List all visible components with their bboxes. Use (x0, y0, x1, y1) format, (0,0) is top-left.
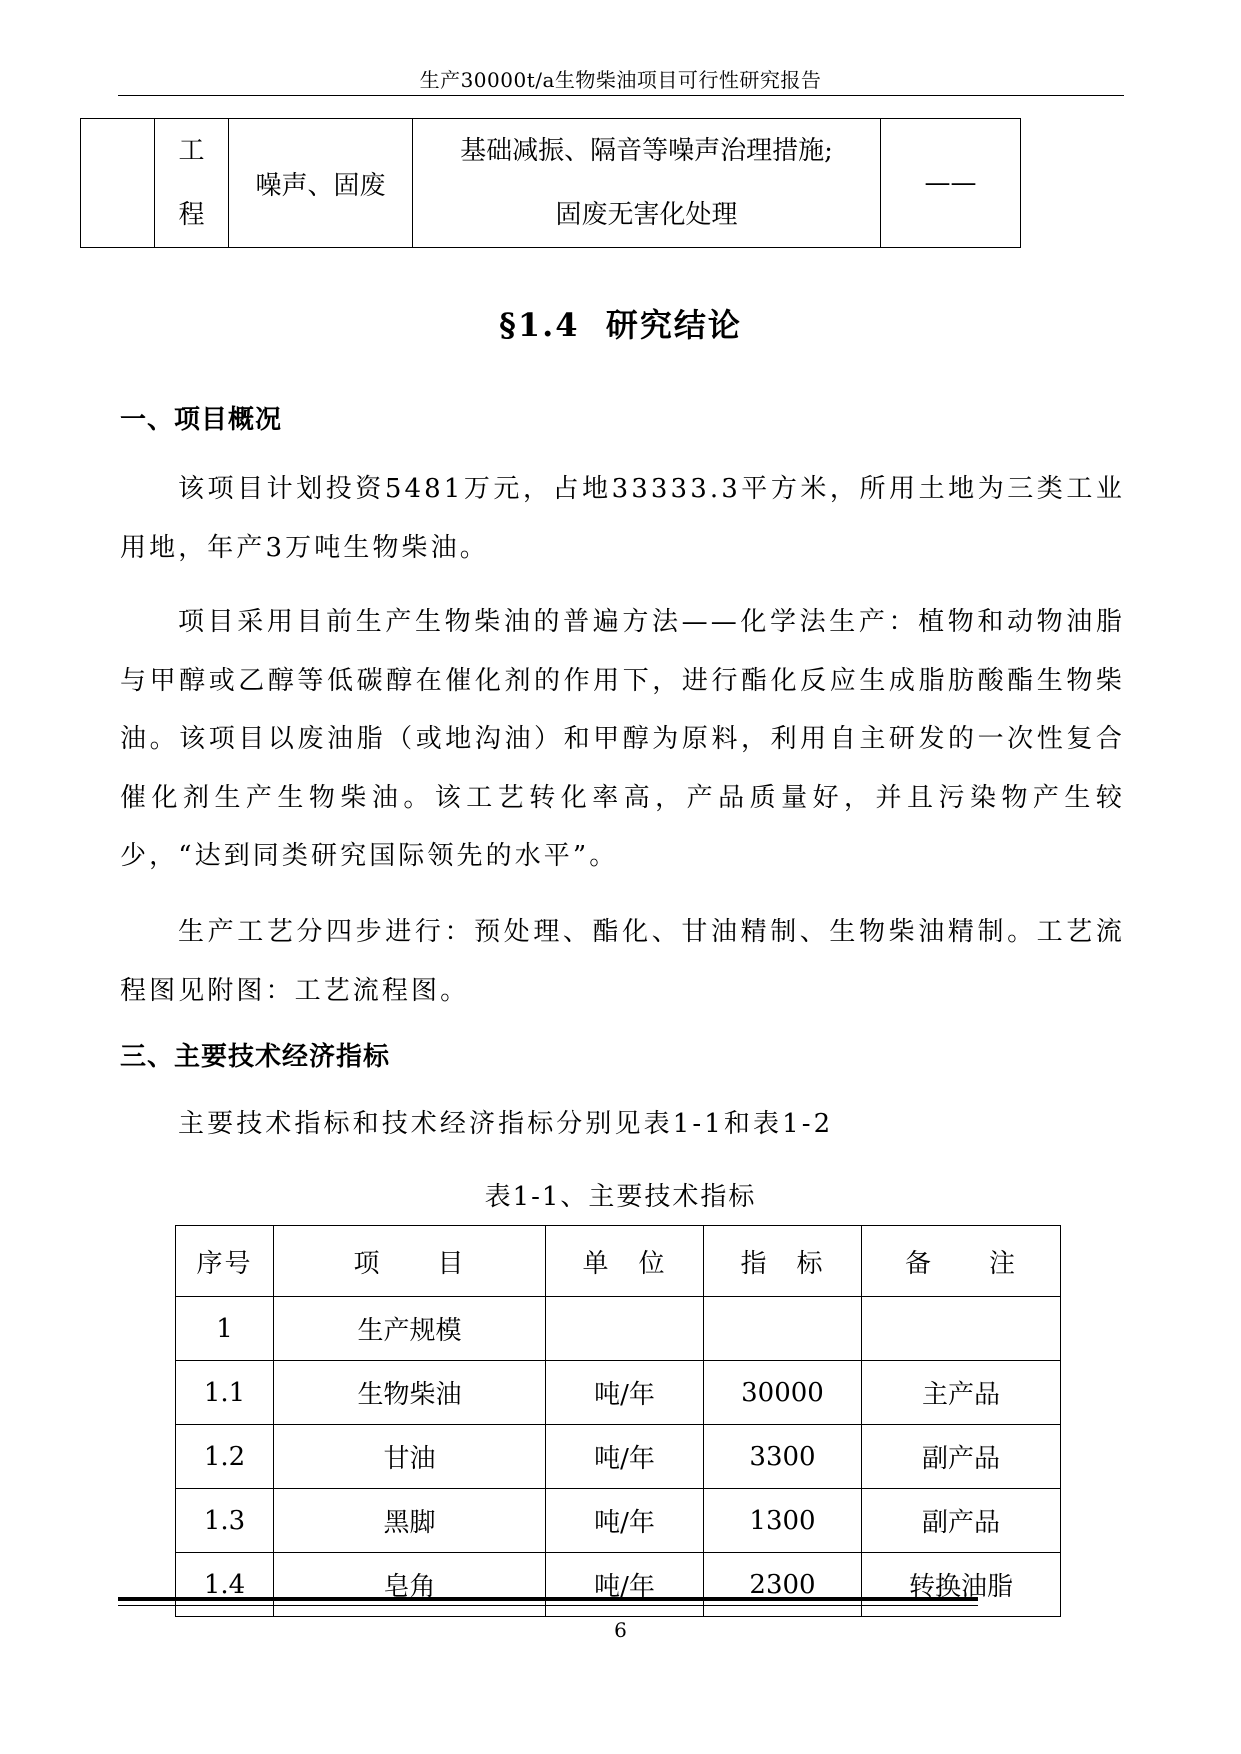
table-cell: 吨/年 (546, 1489, 704, 1553)
table-row (176, 1489, 1061, 1553)
column-header: 项 目 (274, 1226, 546, 1297)
table-cell: 1 (176, 1297, 274, 1361)
paragraph: 该项目计划投资5481万元，占地33333.3平方米，所用土地为三类工业用地，年产3万吨生物柴油。 (120, 474, 1125, 563)
table-cell: 黑脚 (274, 1489, 546, 1553)
heading-key-indicators: 三、主要技术经济指标 (120, 1042, 391, 1072)
table-header-row (176, 1226, 1061, 1297)
table-cell: 30000 (704, 1361, 862, 1425)
table-cell (413, 119, 881, 248)
table-cell: 2300 (704, 1553, 862, 1617)
paragraph: 主要技术指标和技术经济指标分别见表1-1和表1-2 (178, 1109, 834, 1139)
paragraph: 项目采用目前生产生物柴油的普遍方法——化学法生产：植物和动物油脂与甲醇或乙醇等低碳醇在催化剂的作用下，进行酯化反应生成脂肪酸酯生物柴油。该项目以废油脂（或地沟油）和甲醇为原料，利用自主研发的一次性复合催化剂生产生物柴油。该工艺转化率高，产品质量好，并且污染物产生较少，“达到同类研究国际领先的水平”。 (120, 607, 1125, 871)
table-cell (862, 1297, 1061, 1361)
table-cell: 甘油 (274, 1425, 546, 1489)
table-row (176, 1361, 1061, 1425)
category-label: 工 程 (178, 136, 205, 230)
table-cell (155, 119, 229, 248)
column-header: 指 标 (704, 1226, 862, 1297)
table-cell: 1.2 (176, 1425, 274, 1489)
heading-project-overview: 一、项目概况 (120, 405, 283, 435)
footer-rule-thick (118, 1597, 978, 1601)
table-row (176, 1553, 1061, 1617)
table-cell: 主产品 (862, 1361, 1061, 1425)
table-cell: 吨/年 (546, 1361, 704, 1425)
table-cell: 副产品 (862, 1489, 1061, 1553)
table-row (176, 1297, 1061, 1361)
table-cell: 吨/年 (546, 1553, 704, 1617)
document-header-title: 生产30000t/a生物柴油项目可行性研究报告 (419, 68, 822, 92)
table-cell: 1300 (704, 1489, 862, 1553)
page-number: 6 (614, 1618, 627, 1642)
table-cell: 3300 (704, 1425, 862, 1489)
section-title: §1.4 研究结论 (499, 306, 742, 344)
table-cell: 皂角 (274, 1553, 546, 1617)
table-cell: 1.4 (176, 1553, 274, 1617)
table-cell: 转换油脂 (862, 1553, 1061, 1617)
table-cell: 1.1 (176, 1361, 274, 1425)
table-cell (546, 1297, 704, 1361)
table-cell: 噪声、固废 (229, 119, 413, 248)
column-header: 备 注 (862, 1226, 1061, 1297)
technical-indicators-table (175, 1225, 1061, 1617)
table-caption: 表1-1、主要技术指标 (484, 1182, 757, 1212)
column-header: 单 位 (546, 1226, 704, 1297)
header-rule (118, 95, 1124, 96)
footer-rule-thin (118, 1605, 978, 1606)
measure-text: 基础减振、隔音等噪声治理措施; 固废无害化处理 (460, 136, 833, 230)
table-cell (704, 1297, 862, 1361)
carryover-table (80, 118, 1021, 248)
table-cell: 生产规模 (274, 1297, 546, 1361)
column-header: 序号 (176, 1226, 274, 1297)
table-row (81, 119, 1021, 248)
table-cell (81, 119, 155, 248)
table-cell: —— (881, 119, 1021, 248)
paragraph: 生产工艺分四步进行：预处理、酯化、甘油精制、生物柴油精制。工艺流程图见附图：工艺流程图。 (120, 917, 1125, 1006)
table-cell: 吨/年 (546, 1425, 704, 1489)
table-row (176, 1425, 1061, 1489)
table-cell: 副产品 (862, 1425, 1061, 1489)
table-cell: 1.3 (176, 1489, 274, 1553)
table-cell: 生物柴油 (274, 1361, 546, 1425)
